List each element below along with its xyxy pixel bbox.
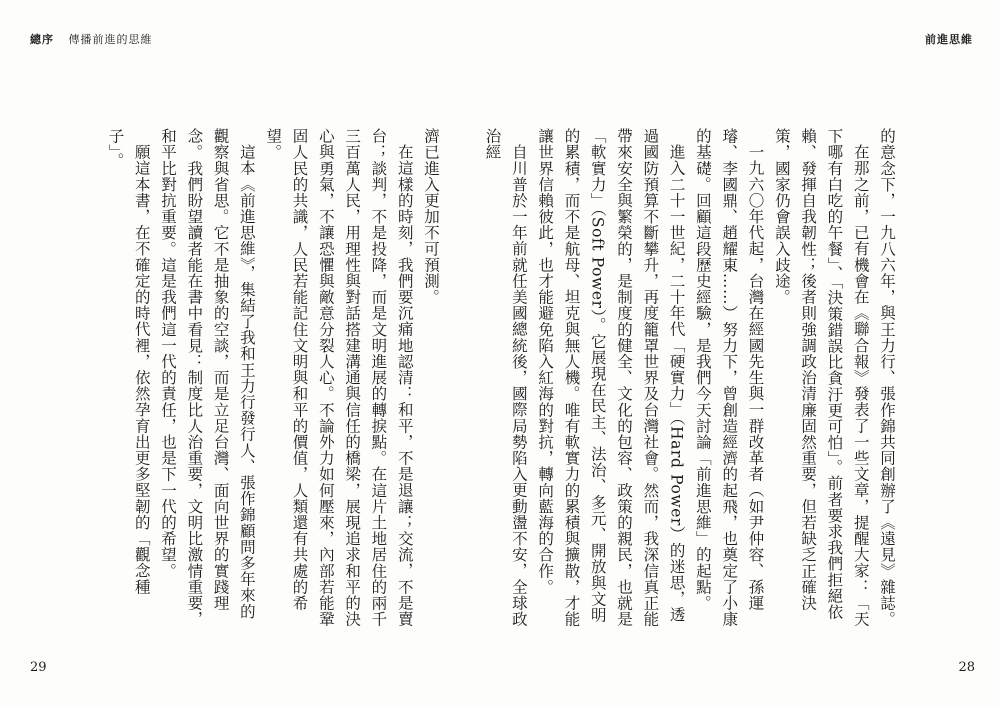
page-number-left: 29 bbox=[30, 660, 47, 675]
paragraph: 在這樣的時刻，我們要沉痛地認清：和平，不是退讓；交流，不是賣台；談判，不是投降，而是文明進展的轉捩點。在這片土地居住的兩千三百萬人民，用理性與對話搭建溝通與信任的橋梁，展現追求和平的決心與勇氣，不讓恐懼與敵意分裂人心。不論外力如何壓來，內部若能鞏固人民的共識，人民若能記住文明與和平的價值，人類還有共處的希望。 bbox=[264, 128, 414, 628]
paragraph: 自川普於一年前就任美國總統後，國際局勢陷入更動盪不安，全球政治經 bbox=[483, 128, 528, 627]
paragraph: 進入二十一世紀，二十年代「硬實力」（Hard Power）的迷思，透過國防預算不斷攀升，再度籠罩世界及台灣社會。然而，我深信真正能帶來安全與繁榮的，是制度的健全、文化的包容、政策的親民，也就是「軟實力」（Soft Power）。它展現在民主、法治、多元、開放與文明的累積，而不是航母、坦克與無人機。唯有軟實力的累積與擴散，才能讓世界信賴彼此，也才能避免陷入紅海的對抗，轉向藍海的合作。 bbox=[536, 128, 686, 628]
paragraph: 這本《前進思維》，集結了我和王力行發行人、張作錦顧問多年來的觀察與省思。它不是抽象的空談，而是立足台灣、面向世界的實踐理念。我們盼望讀者能在書中看見：制度比人治重要，文明比激情重要，和平比對抗重要。這是我們這一代的責任，也是下一代的希望。 bbox=[159, 128, 256, 628]
page-number-right: 28 bbox=[958, 660, 975, 675]
header-chapter-title: 傳播前進的思維 bbox=[68, 33, 153, 46]
header-section-label: 總序 bbox=[30, 33, 54, 46]
left-page-body bbox=[106, 128, 444, 628]
paragraph: 的意念下，一九八六年，與王力行、張作錦共同創辦了《遠見》雜誌。 bbox=[878, 128, 896, 628]
running-header-left bbox=[30, 31, 153, 47]
paragraph: 在那之前，已有機會在《聯合報》發表了一些文章，提醒大家：「天下哪有白吃的午餐」、「決策錯誤比貪汙更可怕」。前者要求我們拒絕依賴、發揮自我韌性；後者則強調政治清廉固然重要，但若缺乏正確決策，國家仍會誤入歧途。 bbox=[772, 128, 870, 627]
paragraph: 濟已進入更加不可預測。 bbox=[422, 128, 440, 306]
right-page-body bbox=[483, 128, 900, 628]
paragraph: 一九六〇年代起，台灣在經國先生與一群改革者（如尹仲容、孫運璿、李國鼎、趙耀東……）努力下，曾創造經濟的起飛，也奠定了小康的基礎。回顧這段歷史經驗，是我們今天討論「前進思維」的起點。 bbox=[693, 128, 765, 628]
paragraph: 願這本書，在不確定的時代裡，依然孕育出更多堅韌的「觀念種子」。 bbox=[106, 128, 151, 595]
running-header-right: 前進思維 bbox=[925, 33, 973, 46]
